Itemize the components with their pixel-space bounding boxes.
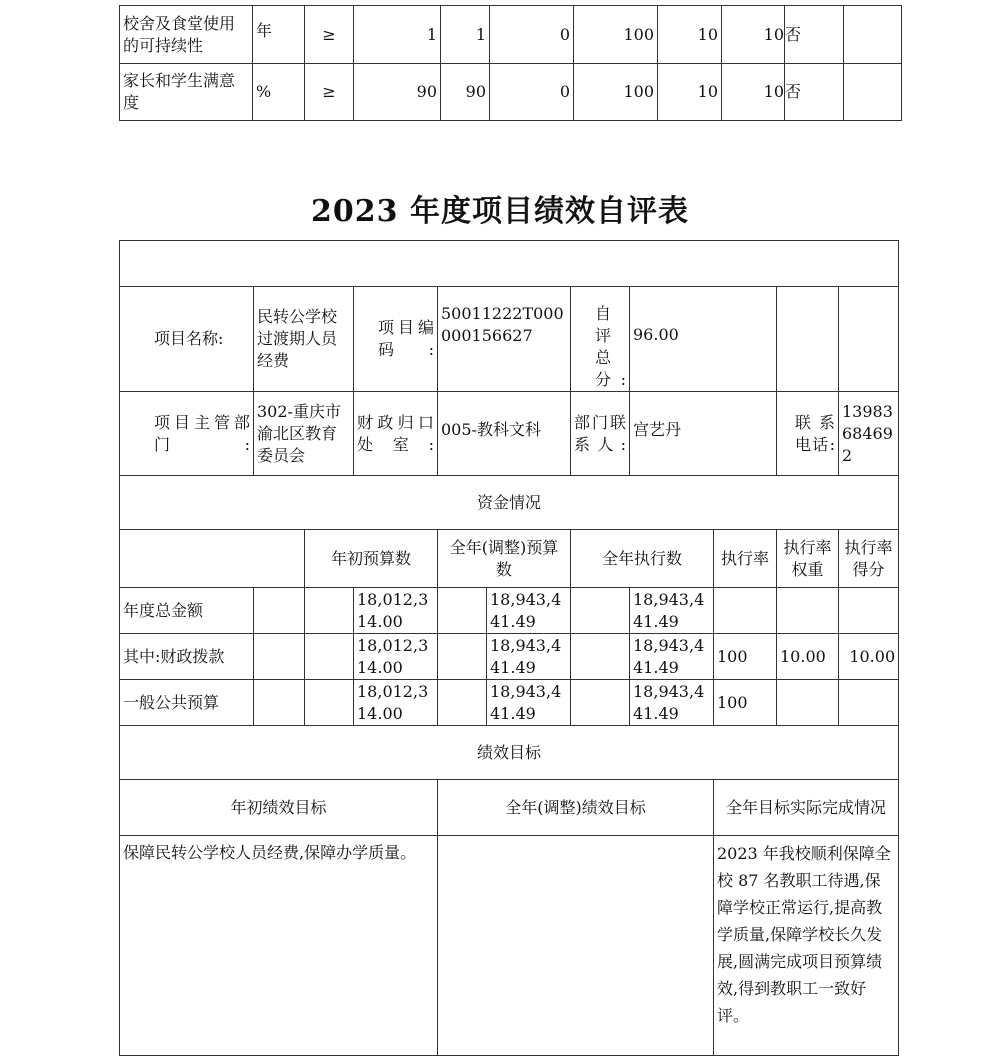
indicator-flag: 否 (785, 6, 844, 64)
funds-score (839, 680, 899, 726)
indicator-table (119, 5, 902, 121)
funds-header-weight: 执行率权重 (777, 530, 839, 588)
indicator-rate: 100 (574, 6, 658, 64)
funds-section-title: 资金情况 (120, 476, 899, 530)
indicator-score: 10 (722, 6, 785, 64)
empty-cell (571, 588, 630, 634)
funds-adjusted: 18,943,441.49 (487, 680, 571, 726)
indicator-name: 校舍及食堂使用的可持续性 (120, 6, 253, 64)
empty-cell (305, 634, 354, 680)
funds-row (120, 634, 899, 680)
empty-cell (839, 287, 899, 392)
funds-executed: 18,943,441.49 (630, 680, 714, 726)
empty-cell (254, 680, 305, 726)
indicator-row (120, 64, 902, 121)
goals-section-title: 绩效目标 (120, 726, 899, 780)
phone-value: 13983684692 (839, 392, 899, 476)
funds-weight: 10.00 (777, 634, 839, 680)
empty-cell (571, 680, 630, 726)
project-name-row (120, 287, 899, 392)
empty-cell (438, 588, 487, 634)
funds-rate (714, 588, 777, 634)
funds-executed: 18,943,441.49 (630, 588, 714, 634)
indicator-unit: 年 (253, 6, 305, 64)
goals-initial-text: 保障民转公学校人员经费,保障办学质量。 (120, 836, 438, 1056)
funds-rate: 100 (714, 680, 777, 726)
goals-header-initial: 年初绩效目标 (120, 780, 438, 836)
goals-header-adjusted: 全年(调整)绩效目标 (438, 780, 714, 836)
finance-value: 005-教科文科 (438, 392, 571, 476)
indicator-weight: 10 (658, 64, 722, 121)
funds-rate: 100 (714, 634, 777, 680)
funds-executed: 18,943,441.49 (630, 634, 714, 680)
contact-label: 部门联系人: (571, 392, 630, 476)
indicator-operator: ≥ (305, 64, 354, 121)
dept-row (120, 392, 899, 476)
indicator-score: 10 (722, 64, 785, 121)
indicator-row (120, 6, 902, 64)
indicator-note (844, 64, 902, 121)
project-code-value: 50011222T000000156627 (438, 287, 571, 392)
empty-cell (254, 588, 305, 634)
goals-actual-text: 2023 年我校顺利保障全校 87 名教职工待遇,保障学校正常运行,提高教学质量,保障学校长久发展,圆满完成项目预算绩效,得到教职工一致好评。 (714, 836, 899, 1056)
empty-cell (438, 634, 487, 680)
indicator-target: 1 (354, 6, 441, 64)
indicator-actual: 1 (441, 6, 490, 64)
funds-score (839, 588, 899, 634)
funds-row-label: 年度总金额 (120, 588, 254, 634)
empty-cell (305, 588, 354, 634)
funds-row (120, 588, 899, 634)
funds-section-row (120, 476, 899, 530)
goals-header-actual: 全年目标实际完成情况 (714, 780, 899, 836)
empty-cell (777, 287, 839, 392)
empty-cell (305, 680, 354, 726)
funds-weight (777, 588, 839, 634)
funds-initial: 18,012,314.00 (354, 634, 438, 680)
indicator-operator: ≥ (305, 6, 354, 64)
indicator-deviation: 0 (490, 6, 574, 64)
funds-adjusted: 18,943,441.49 (487, 634, 571, 680)
indicator-actual: 90 (441, 64, 490, 121)
dept-value: 302-重庆市渝北区教育委员会 (254, 392, 354, 476)
indicator-flag: 否 (785, 64, 844, 121)
empty-cell (254, 634, 305, 680)
blank-header-row (120, 241, 899, 287)
contact-value: 宫艺丹 (630, 392, 777, 476)
empty-cell (120, 530, 305, 588)
self-score-value: 96.00 (630, 287, 777, 392)
page-title: 2023 年度项目绩效自评表 (311, 194, 689, 229)
goals-adjusted-text (438, 836, 714, 1056)
project-name-value: 民转公学校过渡期人员经费 (254, 287, 354, 392)
funds-header-initial: 年初预算数 (305, 530, 438, 588)
funds-header-row (120, 530, 899, 588)
phone-label: 联系电话: (777, 392, 839, 476)
funds-row (120, 680, 899, 726)
project-code-label: 项目编码: (354, 287, 438, 392)
funds-initial: 18,012,314.00 (354, 680, 438, 726)
indicator-note (844, 6, 902, 64)
funds-weight (777, 680, 839, 726)
indicator-unit: % (253, 64, 305, 121)
indicator-weight: 10 (658, 6, 722, 64)
funds-header-executed: 全年执行数 (571, 530, 714, 588)
empty-cell (571, 634, 630, 680)
funds-header-adjusted: 全年(调整)预算数 (438, 530, 571, 588)
dept-label: 项目主管部门: (120, 392, 254, 476)
funds-adjusted: 18,943,441.49 (487, 588, 571, 634)
funds-header-rate: 执行率 (714, 530, 777, 588)
funds-row-label: 其中:财政拨款 (120, 634, 254, 680)
indicator-rate: 100 (574, 64, 658, 121)
indicator-name: 家长和学生满意度 (120, 64, 253, 121)
finance-label: 财政归口处室: (354, 392, 438, 476)
goals-header-row (120, 780, 899, 836)
indicator-deviation: 0 (490, 64, 574, 121)
funds-score: 10.00 (839, 634, 899, 680)
self-score-label: 自评总分: (571, 287, 630, 392)
funds-row-label: 一般公共预算 (120, 680, 254, 726)
funds-initial: 18,012,314.00 (354, 588, 438, 634)
empty-cell (438, 680, 487, 726)
blank-cell (120, 241, 899, 287)
goals-section-row (120, 726, 899, 780)
project-name-label: 项目名称: (120, 287, 254, 392)
funds-header-score: 执行率得分 (839, 530, 899, 588)
indicator-target: 90 (354, 64, 441, 121)
goals-body-row (120, 836, 899, 1056)
self-eval-table (119, 240, 899, 1056)
